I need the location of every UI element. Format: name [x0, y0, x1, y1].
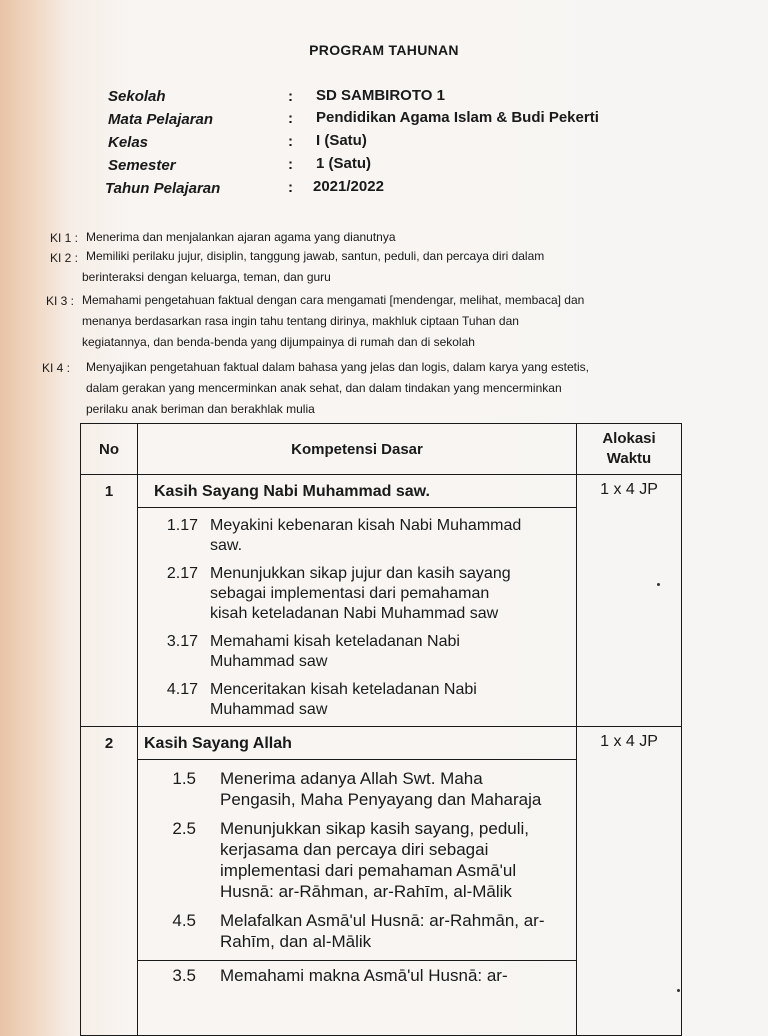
ki-line: Memahami pengetahuan faktual dengan cara mengamati [mendengar, melihat, membaca] dan: [82, 293, 585, 307]
info-value-tahun: 2021/2022: [313, 178, 384, 195]
info-label-semester: Semester: [108, 157, 176, 174]
info-colon: :: [288, 179, 293, 196]
alokasi-value: 1 x 4 JP: [600, 481, 658, 498]
kd-code: 4.17: [166, 681, 198, 698]
kd-line: Muhammad saw: [210, 701, 328, 718]
kd-description: [210, 516, 576, 556]
alokasi-value: 1 x 4 JP: [600, 733, 658, 750]
alokasi-waktu: [577, 475, 682, 727]
kd-code: 3.5: [172, 966, 196, 985]
kd-item: [138, 960, 576, 986]
chapter-title: Kasih Sayang Nabi Muhammad saw.: [138, 475, 576, 508]
info-label-mapel: Mata Pelajaran: [108, 111, 214, 128]
ki-4-label: KI 4 :: [42, 361, 71, 375]
ki-1-label: KI 1 :: [50, 231, 79, 245]
table-row: [81, 475, 682, 727]
kd-line: Menerima adanya Allah Swt. Maha: [220, 769, 483, 788]
chapter-number: 1: [81, 475, 138, 727]
info-colon: :: [288, 133, 293, 150]
kd-code: 4.5: [172, 911, 196, 930]
ki-3-text: [82, 290, 722, 353]
kompetensi-table: [80, 423, 682, 1036]
kd-description: [220, 818, 576, 902]
kd-description: [210, 632, 576, 672]
info-label-sekolah: Sekolah: [108, 88, 166, 105]
kd-item: [138, 768, 576, 810]
kd-line: kerjasama dan percaya diri sebagai: [220, 840, 489, 859]
kd-line: Menunjukkan sikap jujur dan kasih sayang: [210, 565, 511, 582]
info-value-sekolah: SD SAMBIROTO 1: [316, 87, 445, 104]
ki-line: dalam gerakan yang mencerminkan anak sehat, dan dalam tindakan yang mencerminkan: [86, 381, 562, 395]
header-alokasi-line2: Waktu: [606, 450, 652, 467]
kd-code: 1.17: [166, 517, 198, 534]
kd-line: Memahami makna Asmā'ul Husnā: ar-: [220, 966, 508, 985]
kd-line: Pengasih, Maha Penyayang dan Maharaja: [220, 790, 542, 809]
kd-list: [138, 768, 576, 986]
kd-description: [210, 564, 576, 624]
kd-item: [138, 818, 576, 902]
kd-line: Melafalkan Asmā'ul Husnā: ar-Rahmān, ar-: [220, 911, 545, 930]
ki-line: Memiliki perilaku jujur, disiplin, tanggung jawab, santun, peduli, dan percaya diri dalam: [86, 249, 545, 263]
kd-line: Husnā: ar-Rāhman, ar-Rahīm, al-Mālik: [220, 882, 512, 901]
info-label-tahun: Tahun Pelajaran: [105, 180, 221, 197]
kd-code: 1.5: [172, 769, 196, 788]
chapter-number: 2: [81, 727, 138, 1036]
ink-dot: [657, 583, 660, 586]
info-value-mapel: Pendidikan Agama Islam & Budi Pekerti: [316, 109, 599, 126]
kd-line: Meyakini kebenaran kisah Nabi Muhammad: [210, 517, 522, 534]
ki-line: kegiatannya, dan benda-benda yang dijumpainya di rumah dan di sekolah: [82, 335, 475, 349]
page-title: PROGRAM TAHUNAN: [309, 42, 459, 58]
chapter-title: Kasih Sayang Allah: [138, 727, 576, 760]
kd-description: [220, 910, 576, 952]
alokasi-waktu: [577, 727, 682, 1036]
info-colon: :: [288, 88, 293, 105]
ki-2-label: KI 2 :: [50, 251, 79, 265]
header-kompetensi-dasar: Kompetensi Dasar: [138, 424, 577, 475]
kd-line: Menceritakan kisah keteladanan Nabi: [210, 681, 477, 698]
kd-line: saw.: [210, 537, 243, 554]
kd-line: Rahīm, dan al-Mālik: [220, 932, 372, 951]
ki-line: berinteraksi dengan keluarga, teman, dan guru: [82, 270, 331, 284]
header-no: No: [81, 424, 138, 475]
ki-3-label: KI 3 :: [46, 294, 75, 308]
kd-line: Menunjukkan sikap kasih sayang, peduli,: [220, 819, 530, 838]
kd-code: 2.5: [172, 819, 196, 838]
kd-line: sebagai implementasi dari pemahaman: [210, 585, 490, 602]
kd-line: Muhammad saw: [210, 653, 328, 670]
table-row: [81, 727, 682, 1036]
kd-line: Memahami kisah keteladanan Nabi: [210, 633, 460, 650]
kd-item: [138, 564, 576, 624]
kd-line: implementasi dari pemahaman Asmā'ul: [220, 861, 517, 880]
ki-line: menanya berdasarkan rasa ingin tahu tentang dirinya, makhluk ciptaan Tuhan dan: [82, 314, 519, 328]
header-alokasi-line1: Alokasi: [602, 430, 656, 447]
header-alokasi-waktu: [577, 424, 682, 475]
kd-description: [210, 680, 576, 720]
kd-item: [138, 516, 576, 556]
ki-line: perilaku anak beriman dan berakhlak mulia: [86, 402, 315, 416]
kd-description: [220, 965, 576, 986]
kd-item: [138, 632, 576, 672]
chapter-content: [138, 727, 577, 1036]
ki-line: Menerima dan menjalankan ajaran agama yang dianutnya: [86, 230, 396, 244]
info-value-semester: 1 (Satu): [316, 155, 372, 172]
ink-dot: [677, 989, 680, 992]
info-value-kelas: I (Satu): [316, 132, 367, 149]
kd-item: [138, 680, 576, 720]
kd-description: [220, 768, 576, 810]
table-header-row: [81, 424, 682, 475]
info-label-kelas: Kelas: [108, 134, 149, 151]
kd-line: kisah keteladanan Nabi Muhammad saw: [210, 605, 499, 622]
kd-item: [138, 910, 576, 952]
info-colon: :: [288, 110, 293, 127]
chapter-content: [138, 475, 577, 727]
kd-code: 3.17: [166, 633, 198, 650]
ki-line: Menyajikan pengetahuan faktual dalam bahasa yang jelas dan logis, dalam karya yang estetis,: [86, 360, 589, 374]
ki-2-text: [82, 246, 726, 288]
ki-1-text: [86, 227, 726, 248]
info-colon: :: [288, 156, 293, 173]
ki-4-text: [86, 357, 726, 420]
kd-list: [138, 516, 576, 726]
kd-code: 2.17: [166, 565, 198, 582]
